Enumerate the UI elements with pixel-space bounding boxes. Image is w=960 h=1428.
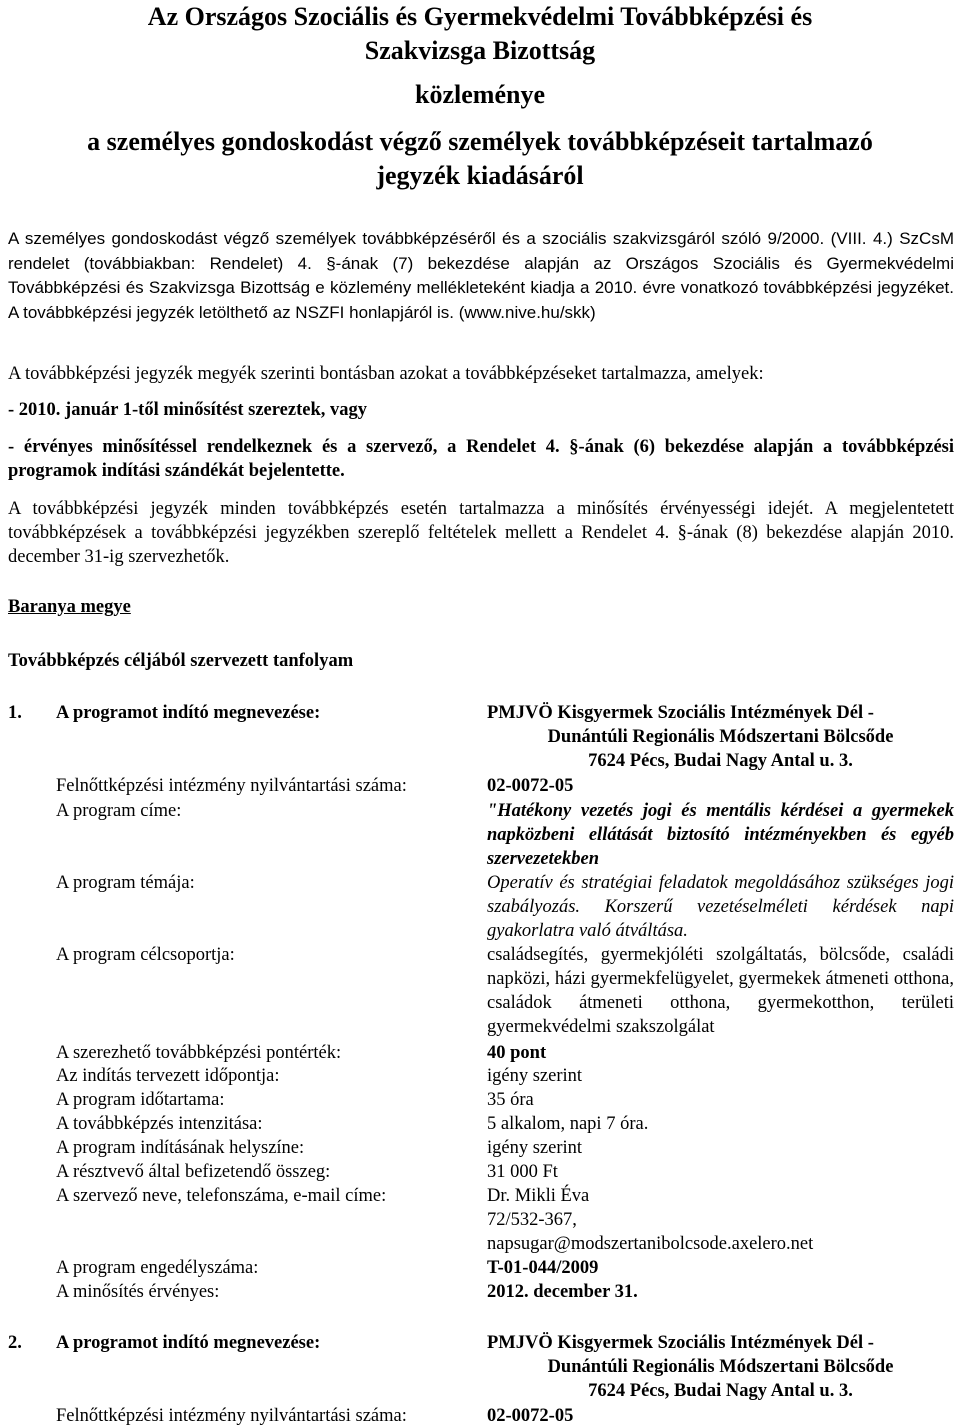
program-duration-label: A program időtartama: <box>56 1090 225 1110</box>
program-target-value: családsegítés, gyermekjóléti szolgáltatás, bölcsőde, családi napközi, házi gyermekfelügyelet, gyermekek átmeneti otthona, családok átmeneti otthona, gyermekotthon, területi gyermekvédelmi szakszolgálat <box>487 945 954 1037</box>
program-fee-label: A résztvevő által befizetendő összeg: <box>56 1162 331 1182</box>
program-points-label: A szerezhető továbbképzési pontérték: <box>56 1043 342 1063</box>
program-start-value: igény szerint <box>487 1066 583 1086</box>
program-title-value: "Hatékony vezetés jogi és mentális kérdései a gyermekek napközbeni ellátását biztosító intézményekben és egyéb szervezetekben <box>487 801 954 869</box>
program-name-value <box>487 701 954 773</box>
program-duration-value: 35 óra <box>487 1090 534 1110</box>
title-line-3: közleménye <box>415 80 545 109</box>
program-intensity-value: 5 alkalom, napi 7 óra. <box>487 1114 649 1134</box>
contact-name: Dr. Mikli Éva <box>487 1186 590 1206</box>
program-fee-value: 31 000 Ft <box>487 1162 558 1182</box>
program-name-label: A programot indító megnevezése: <box>56 703 321 723</box>
title-line-1: Az Országos Szociális és Gyermekvédelmi Továbbképzési és <box>147 2 813 31</box>
program-location-label: A program indításának helyszíne: <box>56 1138 305 1158</box>
county-heading: Baranya megye <box>8 597 131 617</box>
contains-paragraph: A továbbképzési jegyzék megyék szerinti bontásban azokat a továbbképzéseket tartalmazza, amelyek: <box>8 364 764 384</box>
program-name-value <box>487 1331 954 1403</box>
document-title-announcement <box>0 78 960 112</box>
contact-email: napsugar@modszertanibolcsode.axelero.net <box>487 1234 814 1254</box>
program-valid-label: A minősítés érvényes: <box>56 1282 220 1302</box>
subtitle-line-2: jegyzék kiadásáról <box>376 161 584 190</box>
program-contact-value <box>487 1184 954 1256</box>
program-reg-label: Felnőttképzési intézmény nyilvántartási száma: <box>56 776 407 796</box>
contact-phone: 72/532-367, <box>487 1210 577 1230</box>
program-name-line-2: Dunántúli Regionális Módszertani Bölcsőde <box>547 727 894 747</box>
program-name-line-3: 7624 Pécs, Budai Nagy Antal u. 3. <box>588 1381 853 1401</box>
program-points-value: 40 pont <box>487 1043 547 1063</box>
program-valid-value: 2012. december 31. <box>487 1282 638 1302</box>
condition-item-2: - érvényes minősítéssel rendelkeznek és a szervező, a Rendelet 4. §-ának (6) bekezdése alapján a továbbképzési programok indítási szándékát bejelentette. <box>8 437 954 481</box>
intro-paragraph: A személyes gondoskodást végző személyek továbbképzéséről és a szociális szakvizsgáról szóló 9/2000. (VIII. 4.) SzCsM rendelet (továbbiakban: Rendelet) 4. §-ának (7) bekezdése alapján az Országos Szociális és Gyermekvédelmi Továbbképzési és Szakvizsga Bizottság e közlemény mellékleteként kiadja a 2010. évre vonatkozó továbbképzési jegyzéket. A továbbképzési jegyzék letölthető az NSZFI honlapjáról is. (www.nive.hu/skk) <box>8 229 954 322</box>
program-title-label: A program címe: <box>56 801 182 821</box>
document-subtitle <box>0 125 960 193</box>
program-topic-label: A program témája: <box>56 873 195 893</box>
subtitle-line-1: a személyes gondoskodást végző személyek továbbképzéseit tartalmazó <box>87 127 873 156</box>
program-reg-value: 02-0072-05 <box>487 1406 574 1426</box>
program-target-label: A program célcsoportja: <box>56 945 235 965</box>
program-reg-label: Felnőttképzési intézmény nyilvántartási száma: <box>56 1406 407 1426</box>
program-name-line-1: PMJVÖ Kisgyermek Szociális Intézmények Dél - <box>487 1333 874 1353</box>
title-line-2: Szakvizsga Bizottság <box>364 36 596 65</box>
program-contact-label: A szervező neve, telefonszáma, e-mail címe: <box>56 1186 387 1206</box>
program-permit-label: A program engedélyszáma: <box>56 1258 259 1278</box>
program-name-label: A programot indító megnevezése: <box>56 1333 321 1353</box>
program-name-line-1: PMJVÖ Kisgyermek Szociális Intézmények Dél - <box>487 703 874 723</box>
program-location-value: igény szerint <box>487 1138 583 1158</box>
program-number: 2. <box>8 1333 22 1353</box>
document-title <box>0 0 960 68</box>
program-name-line-3: 7624 Pécs, Budai Nagy Antal u. 3. <box>588 751 853 771</box>
program-reg-value: 02-0072-05 <box>487 776 574 796</box>
course-type-heading: Továbbképzés céljából szervezett tanfolyam <box>8 651 354 671</box>
program-intensity-label: A továbbképzés intenzitása: <box>56 1114 263 1134</box>
program-name-line-2: Dunántúli Regionális Módszertani Bölcsőde <box>547 1357 894 1377</box>
program-topic-value: Operatív és stratégiai feladatok megoldásához szükséges jogi szabályozás. Korszerű vezetéselméleti kérdések napi gyakorlatra való átváltása. <box>487 873 954 941</box>
program-start-label: Az indítás tervezett időpontja: <box>56 1066 280 1086</box>
condition-item-1-text: - 2010. január 1-től minősítést szereztek, vagy <box>8 400 367 420</box>
condition-item-1 <box>8 398 954 422</box>
program-permit-value: T-01-044/2009 <box>487 1258 599 1278</box>
program-number: 1. <box>8 703 22 723</box>
validity-paragraph: A továbbképzési jegyzék minden továbbképzés esetén tartalmazza a minősítés érvényességi idejét. A megjelentetett továbbképzések a továbbképzési jegyzékben szereplő feltételek mellett a Rendelet 4. §-ának (8) bekezdése alapján 2010. december 31-ig szervezhetők. <box>8 499 954 567</box>
